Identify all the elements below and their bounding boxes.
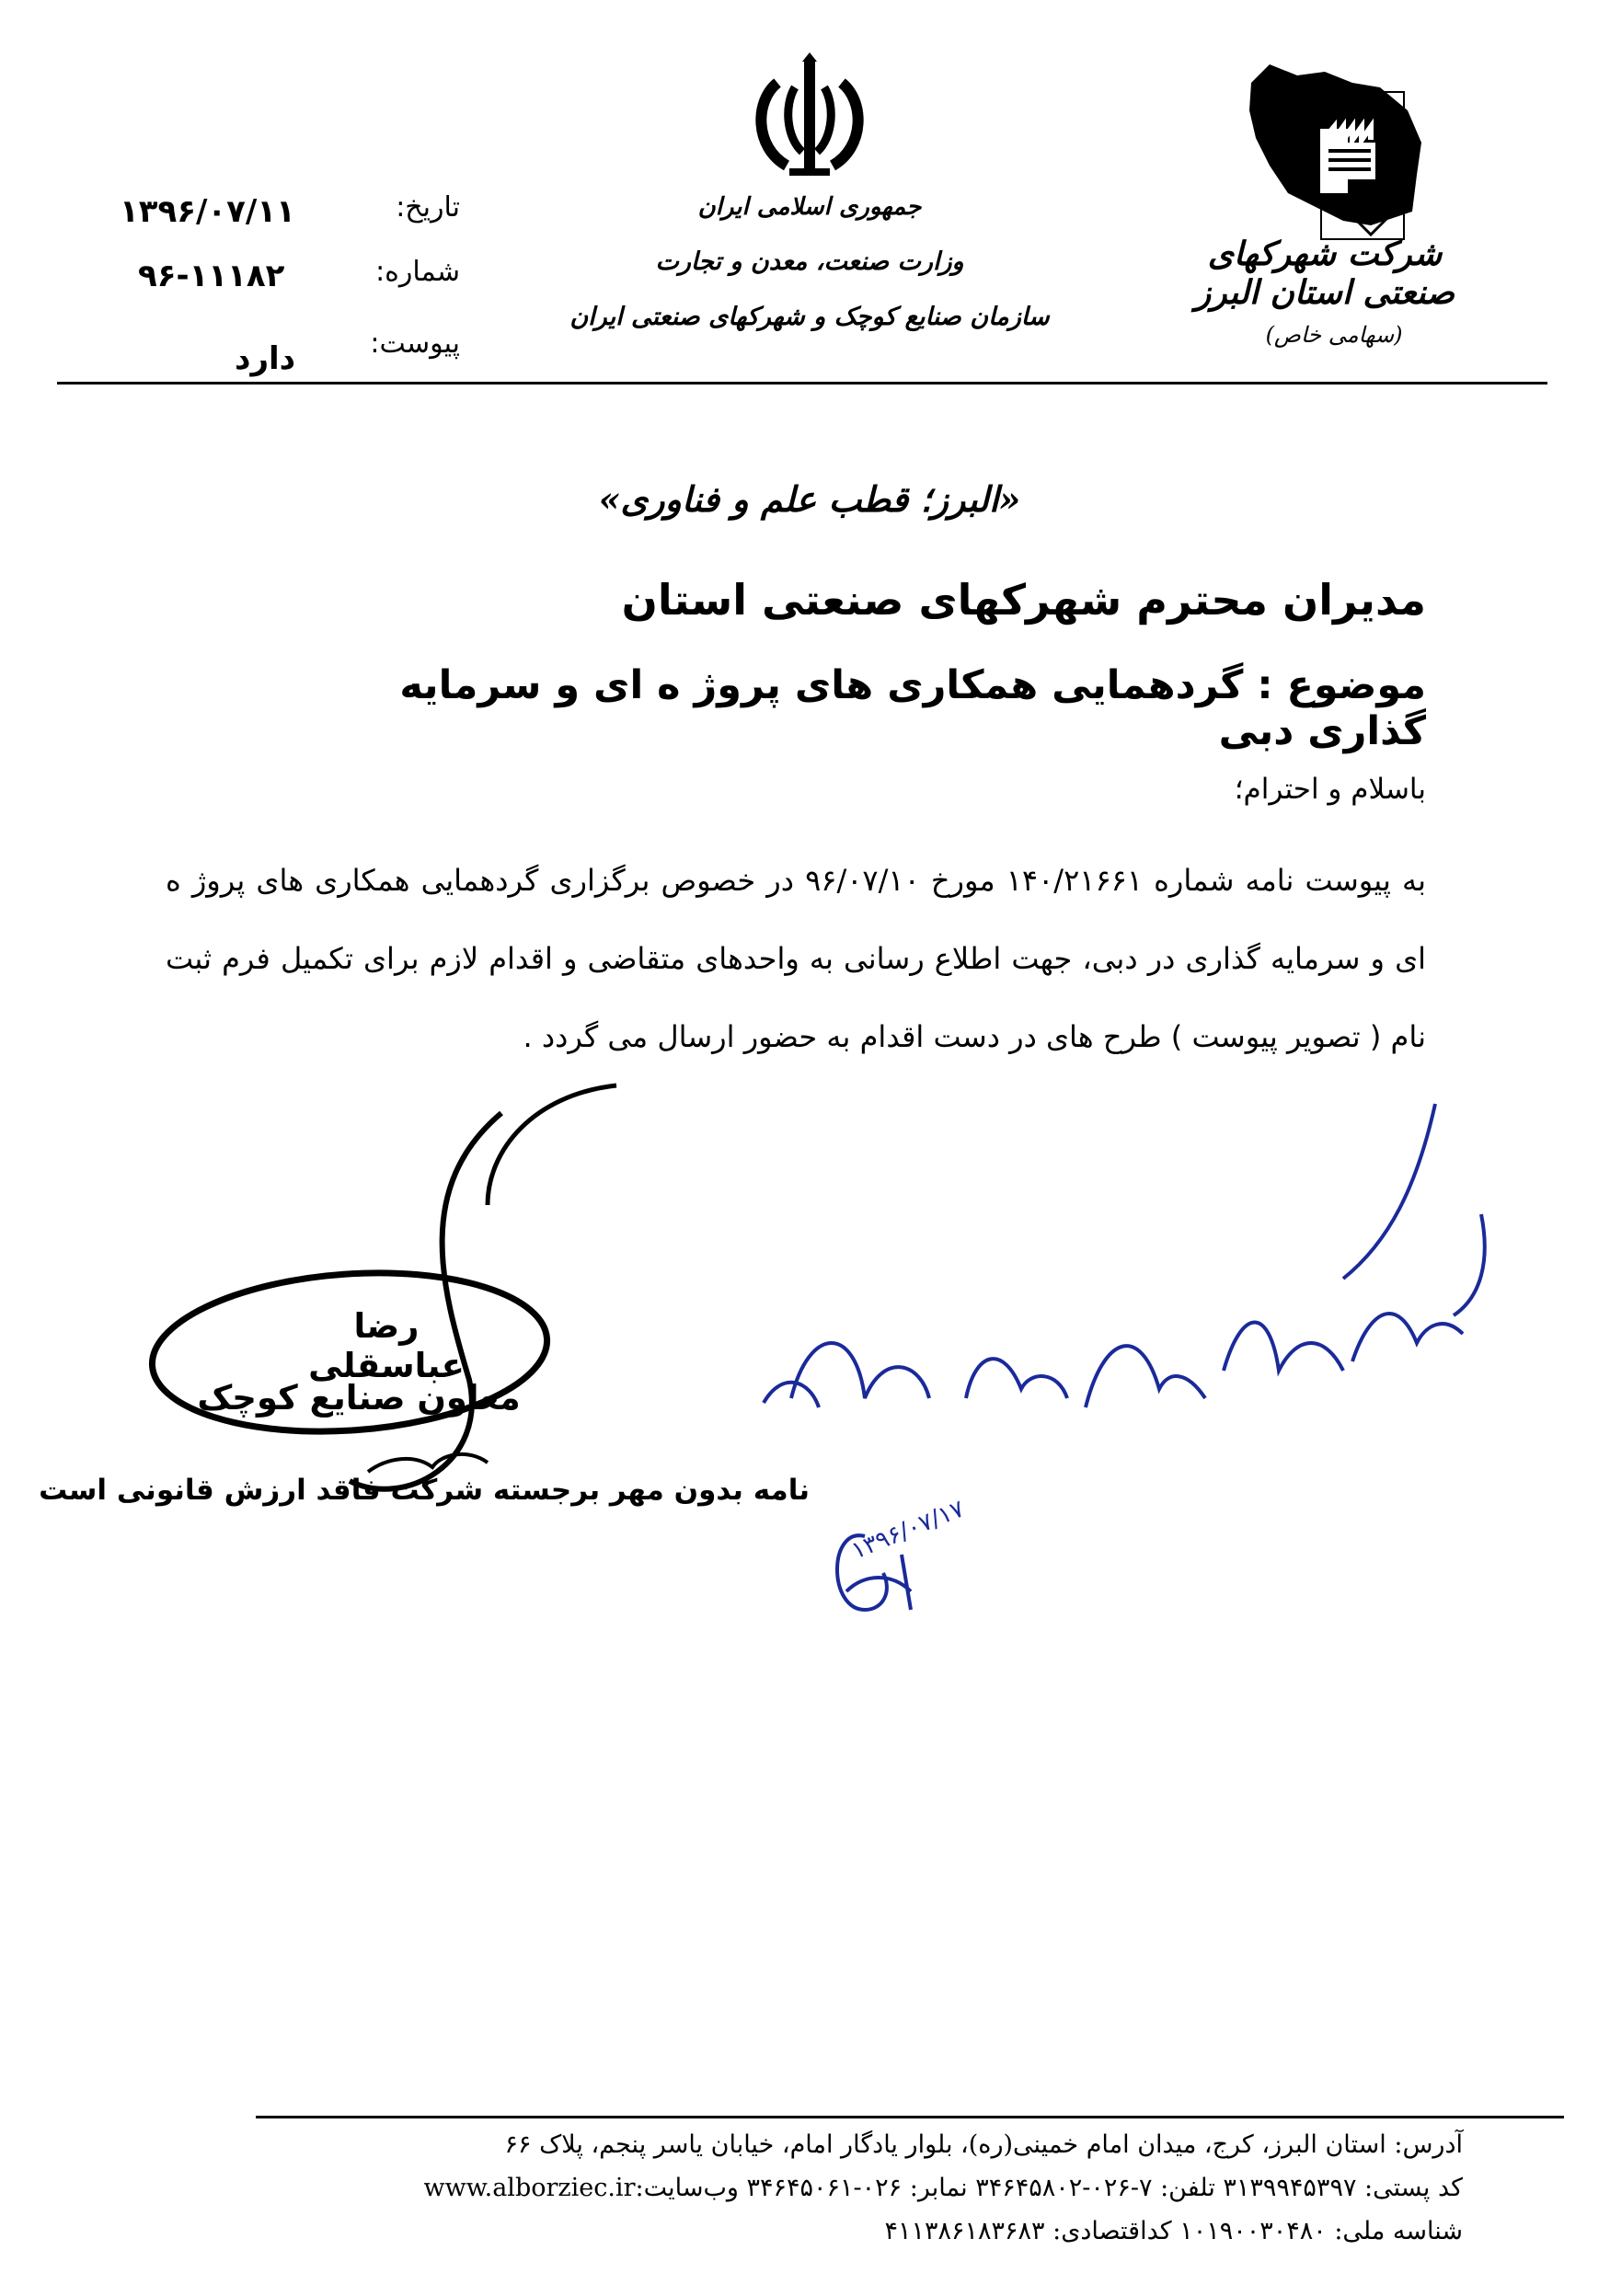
handwritten-note [754, 1095, 1509, 1665]
subject-line: موضوع : گردهمایی همکاری های پروژ ه ای و سرمایه گذاری دبی [399, 662, 1426, 754]
company-name: شرکت شهرکهای صنعتی استان البرز [1194, 235, 1455, 312]
number-value: ۹۶-۱۱۱۸۲ [138, 258, 285, 294]
handwritten-date: ۱۳۹۶/۰۷/۱۷ [847, 1495, 969, 1566]
attachment-label: پیوست: [370, 327, 460, 360]
footer-ids: شناسه ملی: ۱۰۱۹۰۰۳۰۴۸۰ کداقتصادی: ۴۱۱۳۸۶۱۸۳۶۸۳ [884, 2217, 1463, 2245]
footer-contact: کد پستی: ۳۱۳۹۹۴۵۳۹۷ تلفن: ۷-۰۲۶-۳۴۶۴۵۸۰۲ نمابر: ۰۲۶-۳۴۶۴۵۰۶۱ وب‌سایت:www.alborziec.ir [423, 2174, 1463, 2202]
gov-line-ministry: وزارت صنعت، معدن و تجارت [655, 247, 964, 276]
signatory-title: معاون صنایع کوچک [197, 1378, 521, 1418]
company-logo [1233, 55, 1435, 248]
date-value: ۱۳۹۶/۰۷/۱۱ [120, 193, 295, 230]
company-type: (سهامی خاص) [1265, 322, 1403, 348]
gov-line-organization: سازمان صنایع کوچک و شهرکهای صنعتی ایران [569, 303, 1050, 331]
slogan: «البرز؛ قطب علم و فناوری» [598, 478, 1021, 520]
attachment-value: دارد [235, 340, 296, 377]
footer [166, 2123, 1463, 2253]
government-header [552, 179, 1067, 345]
header-divider [57, 382, 1547, 385]
iran-emblem-icon [736, 51, 883, 189]
footer-divider [256, 2116, 1564, 2118]
recipient-line: مدیران محترم شهرکهای صنعتی استان [621, 575, 1426, 625]
date-label: تاریخ: [396, 191, 460, 224]
gov-line-republic: جمهوری اسلامی ایران [697, 193, 922, 221]
number-label: شماره: [375, 256, 460, 288]
footer-address: آدرس: استان البرز، کرج، میدان امام خمینی(ره)، بلوار یادگار امام، خیابان یاسر پنجم، پلاک ۶۶ [504, 2130, 1463, 2159]
greeting: باسلام و احترام؛ [1234, 773, 1426, 806]
stamp-validity-note: نامه بدون مهر برجسته شرکت فاقد ارزش قانونی است [39, 1474, 810, 1507]
letter-body: به پیوست نامه شماره ۱۴۰/۲۱۶۶۱ مورخ ۹۶/۰۷/۱۰ در خصوص برگزاری گردهمایی همکاری های پروژ ه ای و سرمایه گذاری در دبی، جهت اطلاع رسانی به واحدهای متقاضی و اقدام لازم برای تکمیل فرم ثبت نام ( تصویر پیوست ) طرح های در دست اقدام به حضور ارسال می گردد . [166, 863, 1427, 1054]
signatory-name: رضا عباسقلی [308, 1306, 465, 1385]
